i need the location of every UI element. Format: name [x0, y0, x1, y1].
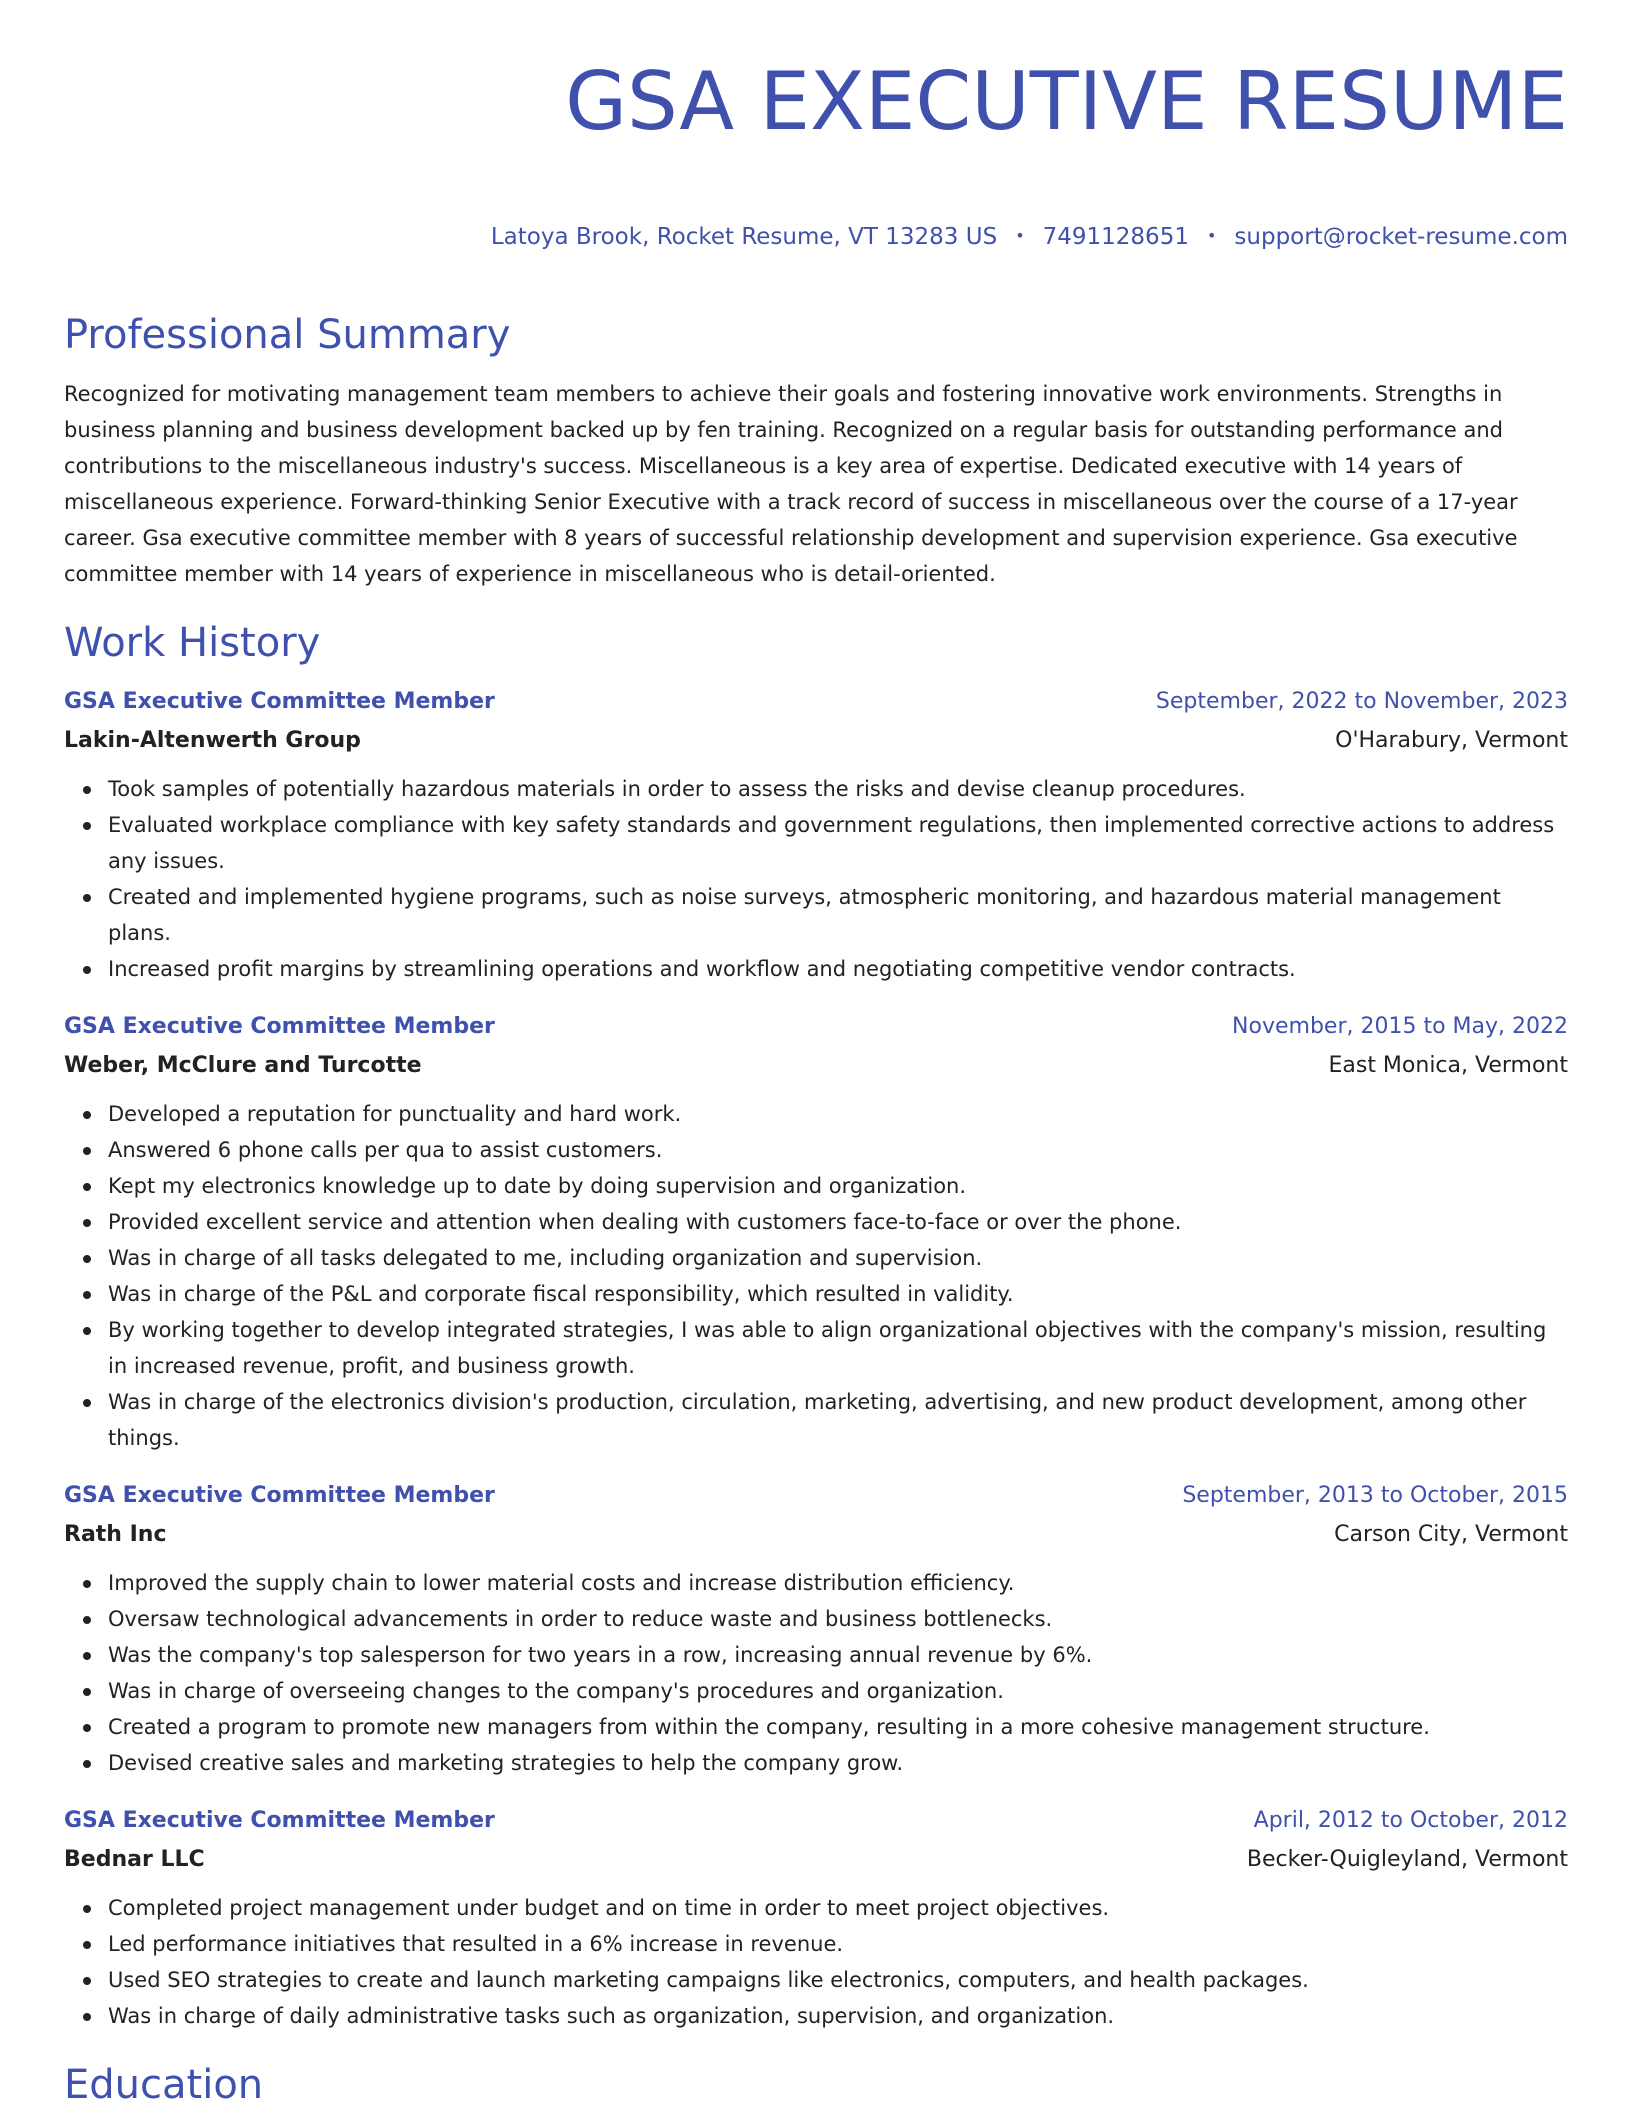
- work-history-heading: Work History: [64, 620, 321, 666]
- job-dates: November, 2015 to May, 2022: [1232, 1014, 1568, 1039]
- job-title: GSA Executive Committee Member: [64, 1014, 495, 1039]
- job-bullets: [64, 1565, 1568, 1781]
- job-bullet: Took samples of potentially hazardous materials in order to assess the risks and devise cleanup procedures.: [108, 771, 1568, 807]
- job-entry: [64, 1009, 1568, 1456]
- job-bullet: Answered 6 phone calls per qua to assist customers.: [108, 1132, 1568, 1168]
- job-bullet: Was in charge of daily administrative tasks such as organization, supervision, and organization.: [108, 1998, 1568, 2034]
- job-company: Weber, McClure and Turcotte: [64, 1053, 422, 1078]
- job-title: GSA Executive Committee Member: [64, 1483, 495, 1508]
- summary-text: Recognized for motivating management team members to achieve their goals and fostering innovative work environments. Strengths in business planning and business development backed up by fen training. Recognized on a regular basis for outstanding performance and contributions to the miscellaneous industry's success. Miscellaneous is a key area of expertise. Dedicated executive with 14 years of miscellaneous experience. Forward-thinking Senior Executive with a track record of success in miscellaneous over the course of a 17-year career. Gsa executive committee member with 8 years of successful relationship development and supervision experience. Gsa executive committee member with 14 years of experience in miscellaneous who is detail-oriented.: [64, 382, 1518, 586]
- job-bullet: Was in charge of overseeing changes to the company's procedures and organization.: [108, 1673, 1568, 1709]
- job-location: East Monica, Vermont: [1328, 1053, 1568, 1078]
- job-bullet: Developed a reputation for punctuality and hard work.: [108, 1096, 1568, 1132]
- job-dates: April, 2012 to October, 2012: [1253, 1808, 1568, 1833]
- job-bullet: By working together to develop integrated strategies, I was able to align organizational objectives with the company's mission, resulting in increased revenue, profit, and business growth.: [108, 1312, 1568, 1384]
- contact-separator: •: [1015, 226, 1025, 245]
- job-location: Carson City, Vermont: [1334, 1522, 1568, 1547]
- job-bullet: Evaluated workplace compliance with key safety standards and government regulations, then implemented corrective actions to address any issues.: [108, 807, 1568, 879]
- job-company: Bednar LLC: [64, 1847, 205, 1872]
- contact-email: support@rocket-resume.com: [1234, 224, 1568, 250]
- contact-separator: •: [1206, 226, 1217, 245]
- job-bullet: Used SEO strategies to create and launch marketing campaigns like electronics, computers, and health packages.: [108, 1962, 1568, 1998]
- resume-header: [64, 0, 1568, 254]
- resume-name: GSA EXECUTIVE RESUME: [565, 55, 1568, 148]
- job-entry: [64, 1478, 1568, 1781]
- job-bullet: Kept my electronics knowledge up to date by doing supervision and organization.: [108, 1168, 1568, 1204]
- job-bullet: Was in charge of the electronics division's production, circulation, marketing, advertising, and new product development, among other things.: [108, 1384, 1568, 1456]
- job-entry: [64, 1803, 1568, 2034]
- education-heading: Education: [64, 2062, 264, 2108]
- job-dates: September, 2013 to October, 2015: [1182, 1483, 1568, 1508]
- job-bullets: [64, 771, 1568, 987]
- job-bullet: Completed project management under budget and on time in order to meet project objectives.: [108, 1890, 1568, 1926]
- job-bullet: Was the company's top salesperson for two years in a row, increasing annual revenue by 6%.: [108, 1637, 1568, 1673]
- work-history-list: [64, 684, 1568, 2034]
- job-bullet: Increased profit margins by streamlining operations and workflow and negotiating competitive vendor contracts.: [108, 951, 1568, 987]
- job-company: Lakin-Altenwerth Group: [64, 728, 361, 753]
- job-location: O'Harabury, Vermont: [1335, 728, 1568, 753]
- job-entry: [64, 684, 1568, 987]
- job-bullets: [64, 1890, 1568, 2034]
- job-bullet: Improved the supply chain to lower material costs and increase distribution efficiency.: [108, 1565, 1568, 1601]
- job-bullet: Provided excellent service and attention when dealing with customers face-to-face or over the phone.: [108, 1204, 1568, 1240]
- contact-line: [64, 222, 1568, 254]
- job-bullet: Devised creative sales and marketing strategies to help the company grow.: [108, 1745, 1568, 1781]
- job-title: GSA Executive Committee Member: [64, 689, 495, 714]
- job-bullet: Was in charge of the P&L and corporate fiscal responsibility, which resulted in validity.: [108, 1276, 1568, 1312]
- job-dates: September, 2022 to November, 2023: [1155, 689, 1568, 714]
- summary-heading: Professional Summary: [64, 312, 511, 358]
- job-company: Rath Inc: [64, 1522, 167, 1547]
- job-bullet: Led performance initiatives that resulted in a 6% increase in revenue.: [108, 1926, 1568, 1962]
- job-location: Becker-Quigleyland, Vermont: [1246, 1847, 1568, 1872]
- job-bullet: Created a program to promote new managers from within the company, resulting in a more cohesive management structure.: [108, 1709, 1568, 1745]
- contact-address: Latoya Brook, Rocket Resume, VT 13283 US: [490, 224, 998, 250]
- job-bullet: Created and implemented hygiene programs, such as noise surveys, atmospheric monitoring, and hazardous material management plans.: [108, 879, 1568, 951]
- job-bullet: Oversaw technological advancements in order to reduce waste and business bottlenecks.: [108, 1601, 1568, 1637]
- job-title: GSA Executive Committee Member: [64, 1808, 495, 1833]
- job-bullet: Was in charge of all tasks delegated to me, including organization and supervision.: [108, 1240, 1568, 1276]
- job-bullets: [64, 1096, 1568, 1456]
- contact-phone: 7491128651: [1042, 224, 1189, 250]
